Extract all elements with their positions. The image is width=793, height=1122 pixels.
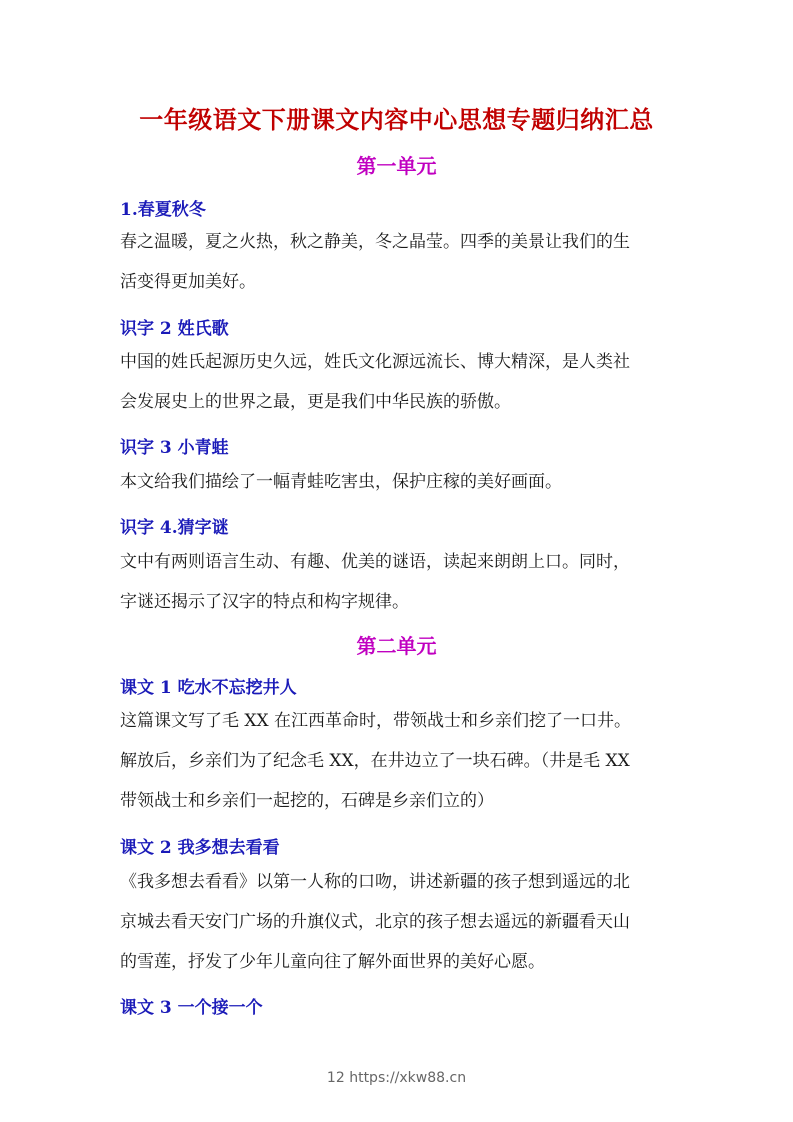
document-title: 一年级语文下册课文内容中心思想专题归纳汇总: [139, 105, 654, 134]
paragraph-line: 活变得更加美好。: [120, 272, 256, 292]
lesson-paragraph-xing-shi-ge: [120, 342, 676, 422]
page-number: 12: [326, 1070, 345, 1086]
lesson-paragraph-cai-zi-mi: [120, 542, 676, 622]
lesson-heading-xing-shi-ge: 识字 2 姓氏歌: [120, 319, 229, 339]
paragraph-line: 本文给我们描绘了一幅青蛙吃害虫，保护庄稼的美好画面。: [120, 472, 562, 492]
unit-heading-2: 第二单元: [356, 634, 437, 658]
paragraph-line: 字谜还揭示了汉字的特点和构字规律。: [120, 592, 409, 612]
paragraph-line: 会发展史上的世界之最，更是我们中华民族的骄傲。: [120, 392, 511, 412]
paragraph-line: 文中有两则语言生动、有趣、优美的谜语，读起来朗朗上口。同时，: [120, 552, 630, 572]
lesson-heading-chun-xia-qiu-dong: 1.春夏秋冬: [120, 200, 206, 220]
lesson-heading-cai-zi-mi: 识字 4.猜字谜: [120, 518, 229, 538]
lesson-paragraph-chi-shui-bu-wang: [120, 701, 676, 821]
lesson-paragraph-wo-duo-xiang-qu-kan-kan: [120, 862, 676, 982]
lesson-heading-chi-shui-bu-wang: 课文 1 吃水不忘挖井人: [120, 678, 297, 698]
paragraph-line: 《我多想去看看》以第一人称的口吻，讲述新疆的孩子想到遥远的北: [120, 872, 630, 892]
paragraph-line: 解放后，乡亲们为了纪念毛 XX，在井边立了一块石碑。（井是毛 XX: [120, 751, 630, 771]
paragraph-line: 中国的姓氏起源历史久远，姓氏文化源远流长、博大精深，是人类社: [120, 352, 630, 372]
lesson-paragraph-chun-xia-qiu-dong: [120, 222, 676, 302]
paragraph-line: 的雪莲，抒发了少年儿童向往了解外面世界的美好心愿。: [120, 952, 545, 972]
page-footer: [0, 1070, 793, 1086]
paragraph-line: 这篇课文写了毛 XX 在江西革命时，带领战士和乡亲们挖了一口井。: [120, 711, 632, 731]
lesson-paragraph-xiao-qing-wa: [120, 462, 676, 502]
paragraph-line: 春之温暖，夏之火热，秋之静美，冬之晶莹。四季的美景让我们的生: [120, 232, 630, 252]
unit-heading-1: 第一单元: [356, 154, 437, 178]
paragraph-line: 带领战士和乡亲们一起挖的，石碑是乡亲们立的）: [120, 791, 494, 811]
footer-url: https://xkw88.cn: [349, 1070, 467, 1086]
lesson-heading-wo-duo-xiang-qu-kan-kan: 课文 2 我多想去看看: [120, 838, 280, 858]
lesson-heading-xiao-qing-wa: 识字 3 小青蛙: [120, 438, 229, 458]
paragraph-line: 京城去看天安门广场的升旗仪式，北京的孩子想去遥远的新疆看天山: [120, 912, 630, 932]
lesson-heading-yi-ge-jie-yi-ge: 课文 3 一个接一个: [120, 998, 263, 1018]
